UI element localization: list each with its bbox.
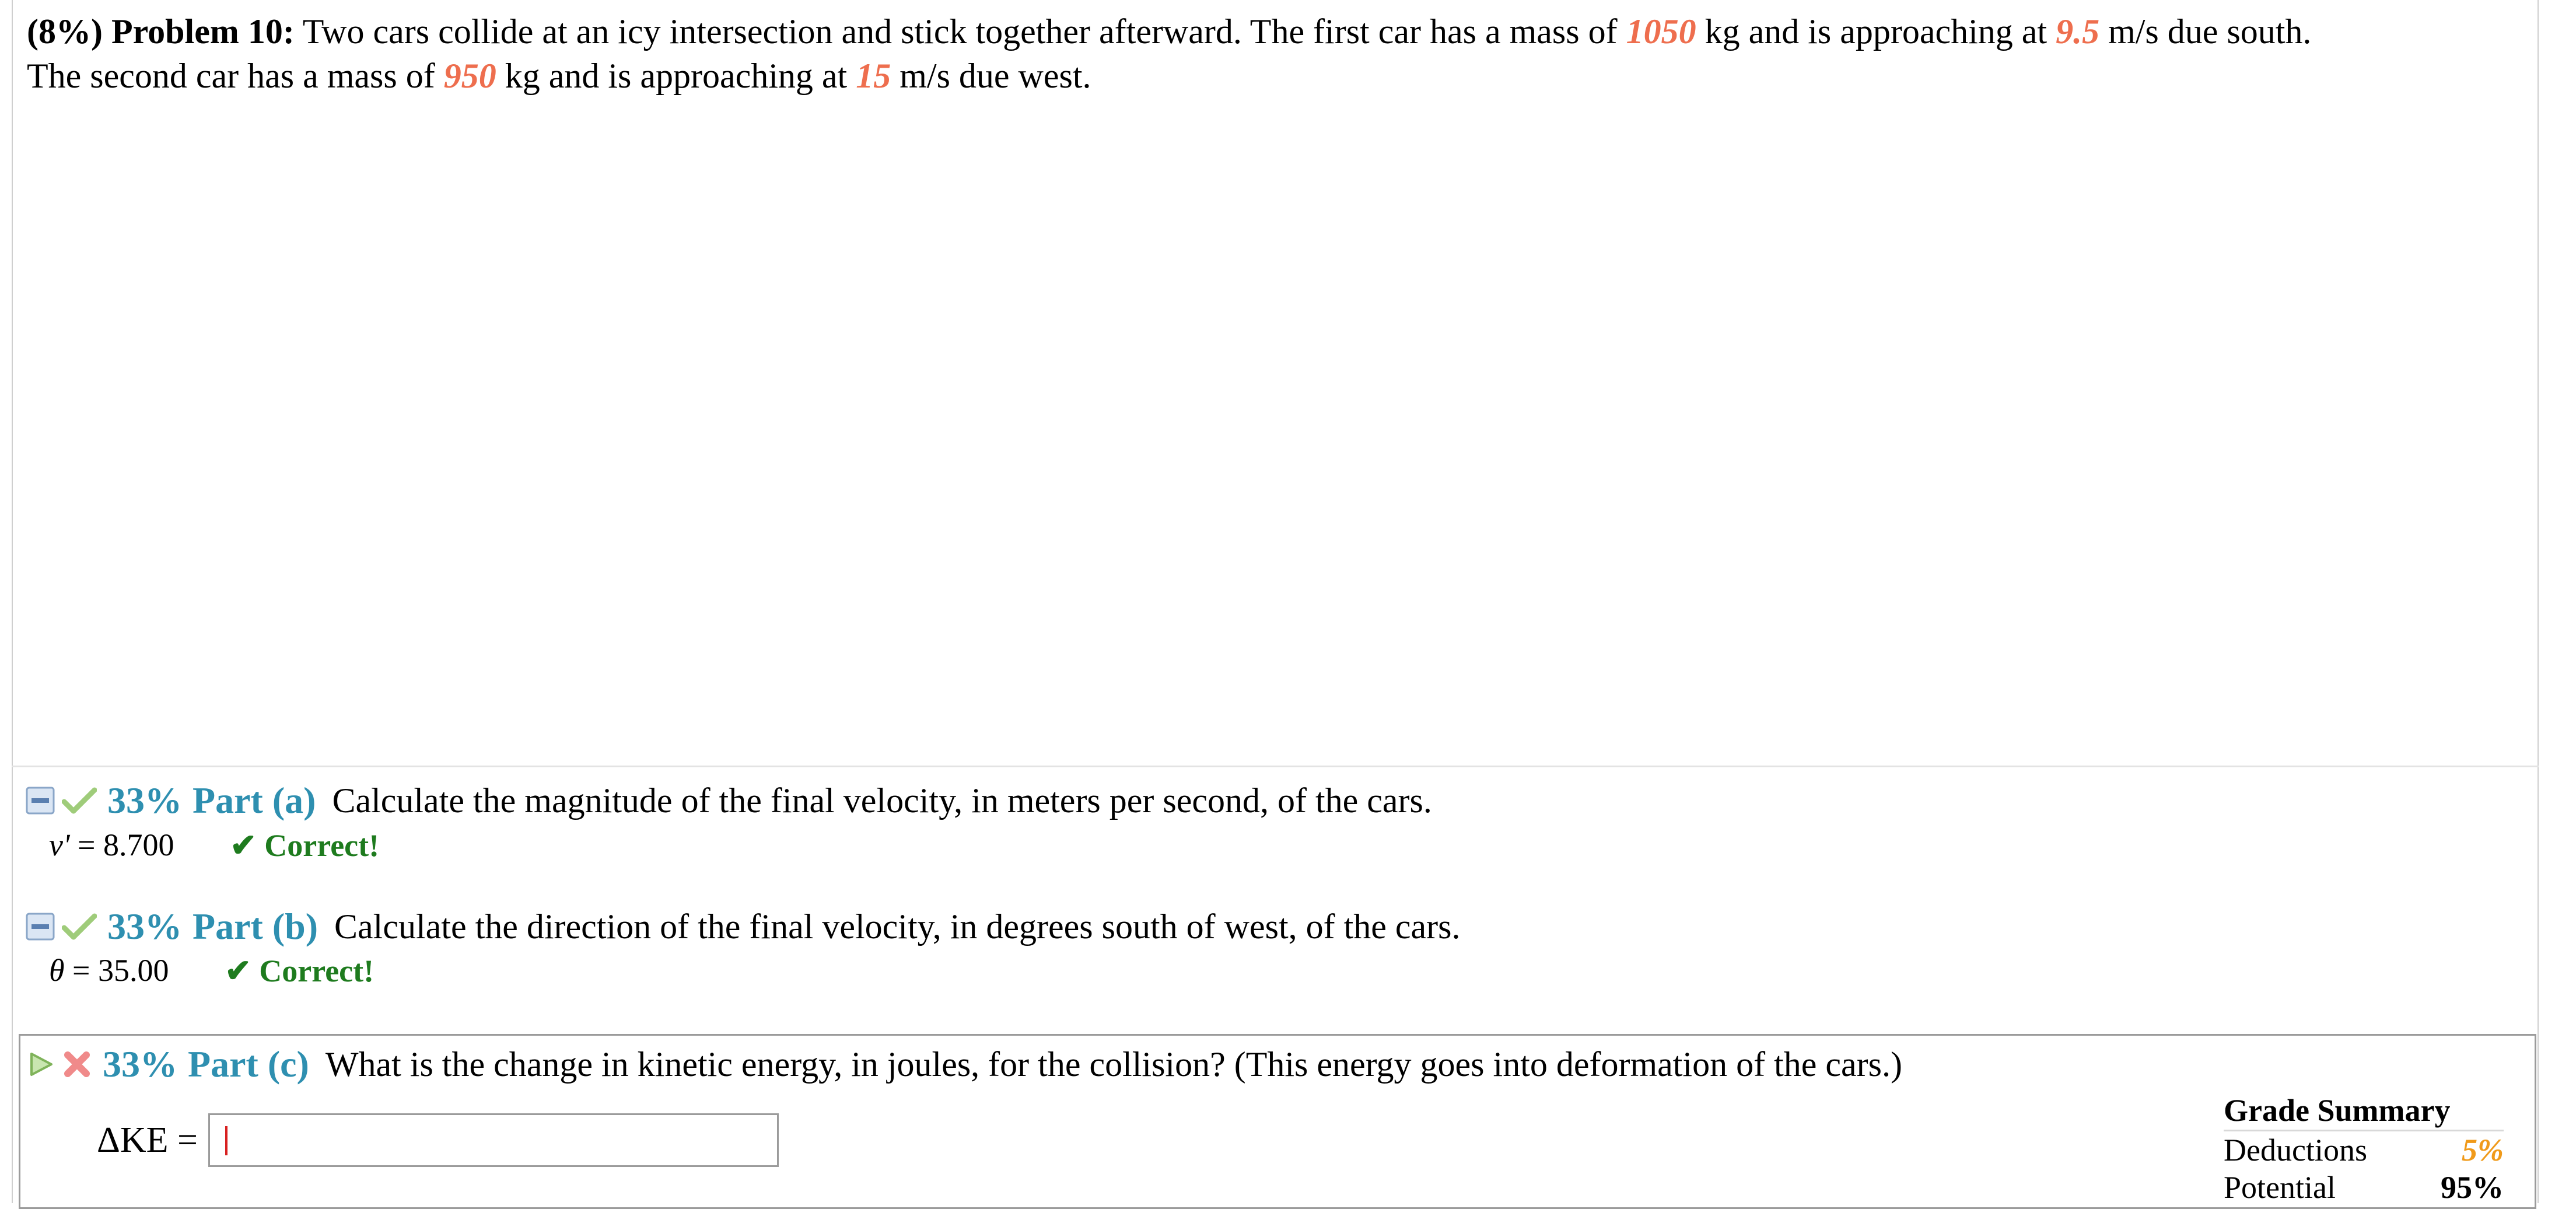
part-c-input-row <box>97 1112 779 1168</box>
part-a-status: ✔ Correct! <box>230 827 380 863</box>
velocity-2-value: 15 <box>856 57 891 95</box>
text-cursor <box>225 1126 228 1155</box>
grade-summary-title: Grade Summary <box>2224 1092 2504 1131</box>
part-a-question: Calculate the magnitude of the final velocity, in meters per second, of the cars. <box>332 781 1432 820</box>
part-a-label: Part (a) <box>192 780 316 821</box>
problem-label: Problem 10: <box>111 12 295 51</box>
problem-statement <box>27 9 2535 98</box>
checkmark-icon <box>62 785 97 816</box>
incorrect-x-icon <box>62 1049 92 1079</box>
problem-text-4: The second car has a mass of <box>27 57 435 95</box>
problem-text-2: kg and is approaching at <box>1704 12 2048 51</box>
part-b-question: Calculate the direction of the final velocity, in degrees south of west, of the cars. <box>334 907 1461 946</box>
problem-container <box>12 0 2539 1203</box>
deductions-label: Deductions <box>2224 1133 2367 1168</box>
part-b-answer-variable: θ <box>49 953 65 988</box>
problem-text-5: kg and is approaching at <box>505 57 848 95</box>
part-c-question: What is the change in kinetic energy, in joules, for the collision? (This energy goes into deformation of the cars.) <box>325 1044 1902 1084</box>
delta-ke-input[interactable] <box>208 1113 779 1167</box>
part-c-percent: 33% <box>103 1043 177 1085</box>
part-b-answer <box>49 950 374 991</box>
grade-summary <box>2224 1092 2504 1206</box>
problem-weight: (8%) <box>27 12 103 51</box>
part-b-label: Part (b) <box>192 906 318 947</box>
deductions-row <box>2224 1131 2504 1169</box>
problem-text-3: m/s due south. <box>2108 12 2312 51</box>
part-a-answer-variable: v' <box>49 827 70 862</box>
part-b-header[interactable] <box>26 903 1461 950</box>
section-divider <box>12 766 2539 767</box>
part-c-header[interactable] <box>26 1041 1902 1088</box>
velocity-1-value: 9.5 <box>2056 12 2100 51</box>
expand-arrow-icon[interactable] <box>26 1049 56 1079</box>
part-b-status: ✔ Correct! <box>225 953 374 988</box>
potential-value: 95% <box>2441 1170 2504 1205</box>
problem-text-6: m/s due west. <box>900 57 1091 95</box>
deductions-value: 5% <box>2462 1133 2504 1168</box>
part-a-percent: 33% <box>107 780 182 821</box>
potential-label: Potential <box>2224 1170 2336 1205</box>
part-a-answer-value: = 8.700 <box>78 827 174 862</box>
delta-ke-label: ΔKE = <box>97 1120 198 1160</box>
mass-2-value: 950 <box>443 57 496 95</box>
part-b-answer-value: = 35.00 <box>72 953 169 988</box>
part-a-answer <box>49 824 379 865</box>
part-b-percent: 33% <box>107 906 182 947</box>
potential-row <box>2224 1169 2504 1206</box>
problem-text-1: Two cars collide at an icy intersection and stick together afterward. The first car has a mass of <box>302 12 1618 51</box>
mass-1-value: 1050 <box>1626 12 1696 51</box>
collapse-icon[interactable] <box>26 911 56 942</box>
part-a-header[interactable] <box>26 777 1432 824</box>
collapse-icon[interactable] <box>26 785 56 816</box>
part-c-label: Part (c) <box>188 1043 309 1085</box>
checkmark-icon <box>62 911 97 942</box>
